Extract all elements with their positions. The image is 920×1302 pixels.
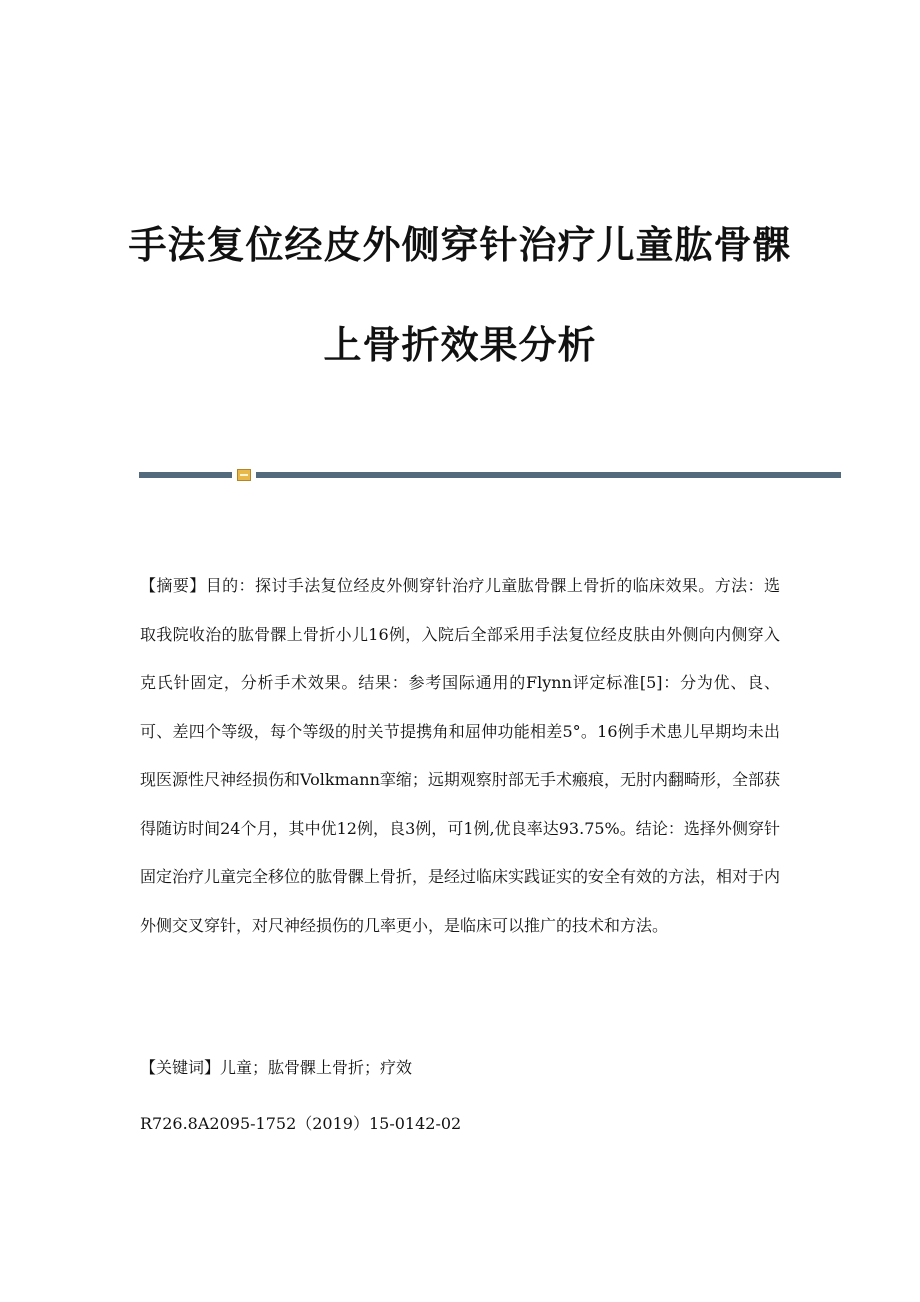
divider-bar-right: [256, 472, 841, 478]
abstract-paragraph: [140, 562, 780, 950]
abstract-text: 目的：探讨手法复位经皮外侧穿针治疗儿童肱骨髁上骨折的临床效果。方法：选取我院收治的肱骨髁上骨折小儿16例，入院后全部采用手法复位经皮肤由外侧向内侧穿入克氏针固定，分析手术效果。结果：参考国际通用的Flynn评定标准[5]：分为优、良、可、差四个等级，每个等级的肘关节提携角和屈伸功能相差5°。16例手术患儿早期均未出现医源性尺神经损伤和Volkmann挛缩；远期观察肘部无手术瘢痕，无肘内翻畸形，全部获得随访时间24个月，其中优12例，良3例，可1例,优良率达93.75%。结论：选择外侧穿针固定治疗儿童完全移位的肱骨髁上骨折，是经过临床实践证实的安全有效的方法，相对于内外侧交叉穿针，对尺神经损伤的几率更小，是临床可以推广的技术和方法。: [140, 576, 781, 935]
divider-ornament-icon: [237, 469, 251, 481]
keywords-line: [140, 1052, 780, 1084]
document-title-line-2: 上骨折效果分析: [323, 323, 597, 367]
keywords-text: 儿童；肱骨髁上骨折；疗效: [220, 1058, 413, 1077]
divider-bar-left: [139, 472, 232, 478]
document-title-line-1: 手法复位经皮外侧穿针治疗儿童肱骨髁: [128, 223, 792, 267]
keywords-label: 【关键词】: [140, 1058, 221, 1077]
classification-code: R726.8A2095-1752（2019）15-0142-02: [140, 1114, 462, 1133]
title-divider: [139, 469, 841, 481]
abstract-label: 【摘要】: [140, 576, 206, 595]
